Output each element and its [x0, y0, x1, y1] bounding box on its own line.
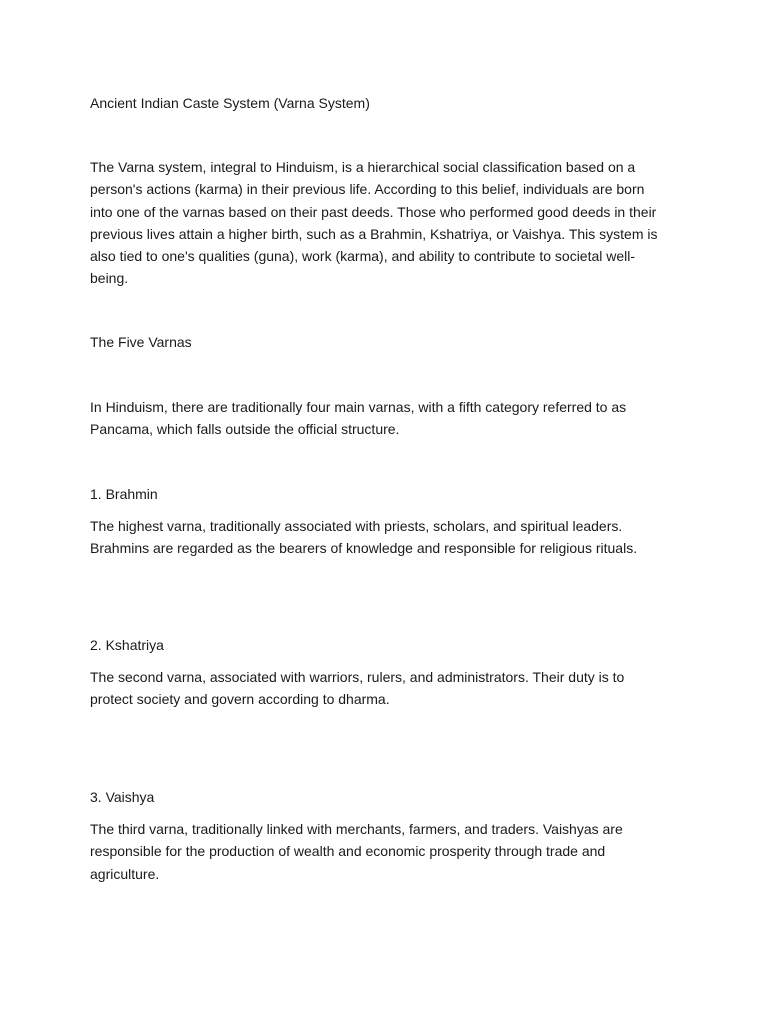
varna-description-line: protect society and govern according to dharma.	[90, 691, 390, 708]
document-title: Ancient Indian Caste System (Varna System)	[90, 95, 370, 111]
section-intro-line: Pancama, which falls outside the official structure.	[90, 421, 400, 438]
intro-line: previous lives attain a higher birth, such as a Brahmin, Kshatriya, or Vaishya. This system is	[90, 225, 658, 242]
intro-paragraph	[90, 156, 690, 290]
intro-line: person's actions (karma) in their previous life. According to this belief, individuals are born	[90, 181, 645, 198]
varna-description-line: responsible for the production of wealth and economic prosperity through trade and	[90, 843, 606, 860]
intro-line: into one of the varnas based on their past deeds. Those who performed good deeds in their	[90, 203, 657, 220]
varna-heading-vaishya: 3. Vaishya	[90, 789, 155, 805]
varna-description-line: The second varna, associated with warriors, rulers, and administrators. Their duty is to	[90, 669, 625, 685]
varna-description-line: agriculture.	[90, 865, 160, 882]
intro-line: also tied to one's qualities (guna), work (karma), and ability to contribute to societal well-	[90, 248, 636, 265]
varna-description-line: The highest varna, traditionally associated with priests, scholars, and spiritual leaders.	[90, 518, 623, 534]
varna-description-brahmin	[90, 515, 690, 560]
section-intro-paragraph	[90, 396, 690, 441]
varna-heading-kshatriya: 2. Kshatriya	[90, 637, 164, 653]
section-heading: The Five Varnas	[90, 334, 192, 350]
section-intro-line: In Hinduism, there are traditionally four main varnas, with a fifth category referred to as	[90, 399, 627, 415]
varna-description-line: The third varna, traditionally linked with merchants, farmers, and traders. Vaishyas are	[90, 821, 623, 837]
varna-description-vaishya	[90, 818, 690, 885]
varna-heading-brahmin: 1. Brahmin	[90, 486, 158, 502]
varna-description-kshatriya	[90, 666, 690, 711]
intro-line: being.	[90, 270, 129, 287]
intro-line: The Varna system, integral to Hinduism, is a hierarchical social classification based on a	[90, 159, 636, 175]
varna-description-line: Brahmins are regarded as the bearers of knowledge and responsible for religious rituals.	[90, 540, 638, 557]
